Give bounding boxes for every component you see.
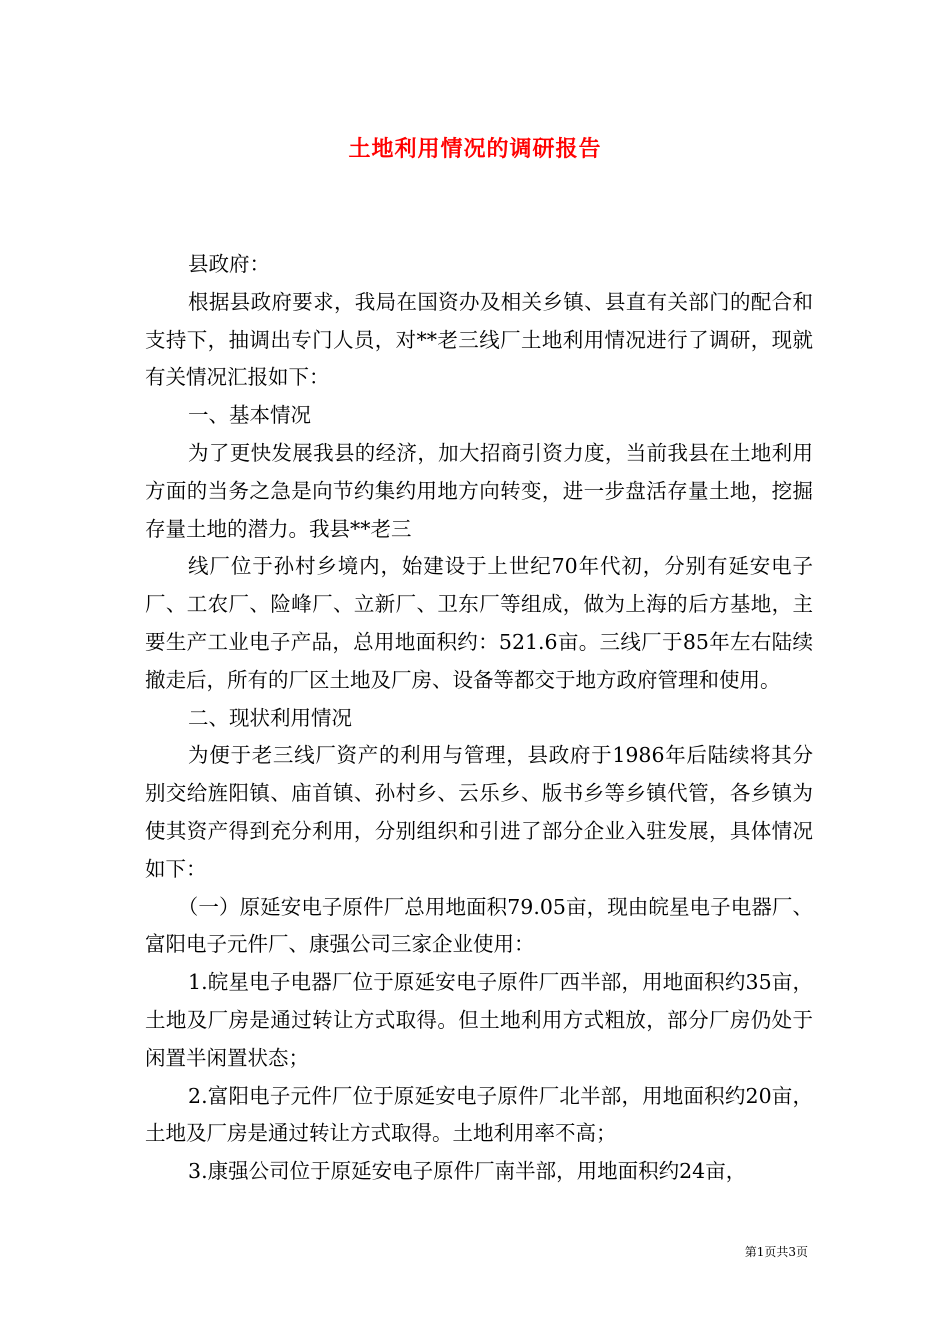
paragraph-current-usage: 为便于老三线厂资产的利用与管理，县政府于1986年后陆续将其分别交给旌阳镇、庙首镇、孙村乡、云乐乡、版书乡等乡镇代管，各乡镇为使其资产得到充分利用，分别组织和引进了部分企业入驻发展，具体情况如下： [145, 743, 813, 881]
paragraph-subitem-3: 3.康强公司位于原延安电子原件厂南半部，用地面积约24亩， [188, 1159, 747, 1184]
paragraph-subitem-2: 2.富阳电子元件厂位于原延安电子原件厂北半部，用地面积约20亩，土地及厂房是通过转让方式取得。土地利用率不高； [145, 1083, 813, 1146]
document-title: 土地利用情况的调研报告 [348, 136, 602, 162]
paragraph-subitem-1: 1.皖星电子电器厂位于原延安电子原件厂西半部，用地面积约35亩，土地及厂房是通过转让方式取得。但土地利用方式粗放，部分厂房仍处于闲置半闲置状态； [145, 970, 813, 1070]
page-number: 第1页共3页 [744, 1245, 808, 1259]
paragraph-item-1: （一）原延安电子原件厂总用地面积79.05亩，现由皖星电子电器厂、富阳电子元件厂、康强公司三家企业使用： [145, 894, 813, 957]
heading-basic-situation: 一、基本情况 [188, 403, 312, 428]
paragraph-basic-2: 线厂位于孙村乡境内，始建设于上世纪70年代初，分别有延安电子厂、工农厂、险峰厂、立新厂、卫东厂等组成，做为上海的后方基地，主要生产工业电子产品，总用地面积约：521.6亩。三线厂于85年左右陆续撤走后，所有的厂区土地及厂房、设备等都交于地方政府管理和使用。 [145, 554, 813, 692]
paragraph-intro: 根据县政府要求，我局在国资办及相关乡镇、县直有关部门的配合和支持下，抽调出专门人员，对**老三线厂土地利用情况进行了调研，现就有关情况汇报如下： [145, 289, 813, 390]
paragraph-basic-1: 为了更快发展我县的经济，加大招商引资力度，当前我县在土地利用方面的当务之急是向节约集约用地方向转变，进一步盘活存量土地，挖掘存量土地的潜力。我县**老三 [145, 440, 813, 541]
heading-current-usage: 二、现状利用情况 [188, 705, 353, 730]
document-body [145, 246, 813, 1191]
paragraph-salutation: 县政府： [188, 252, 271, 276]
